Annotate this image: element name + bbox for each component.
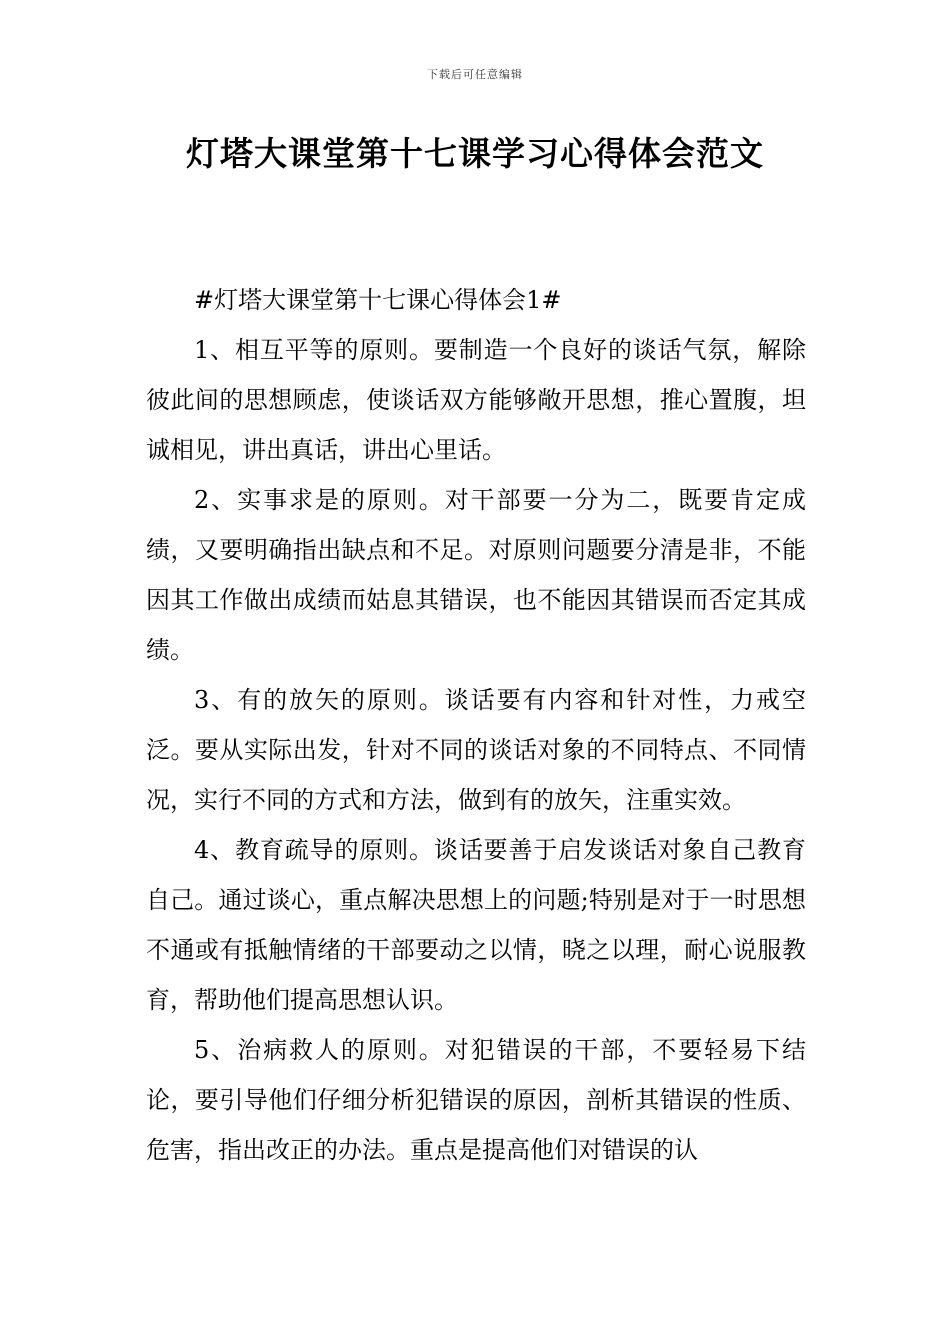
document-title: 灯塔大课堂第十七课学习心得体会范文: [186, 134, 764, 173]
paragraph: 4、教育疏导的原则。谈话要善于启发谈话对象自己教育自己。通过谈心，重点解决思想上的问题;特别是对于一时思想不通或有抵触情绪的干部要动之以情，晓之以理，耐心说服教育，帮助他们提高思想认识。: [146, 836, 806, 1014]
paragraph: 2、实事求是的原则。对干部要一分为二，既要肯定成绩，又要明确指出缺点和不足。对原则问题要分清是非，不能因其工作做出成绩而姑息其错误，也不能因其错误而否定其成绩。: [146, 486, 806, 664]
paragraph: 5、治病救人的原则。对犯错误的干部，不要轻易下结论，要引导他们仔细分析犯错误的原因，剖析其错误的性质、危害，指出改正的办法。重点是提高他们对错误的认: [146, 1036, 806, 1164]
document-body: [146, 275, 806, 1175]
paragraph: 3、有的放矢的原则。谈话要有内容和针对性，力戒空泛。要从实际出发，针对不同的谈话对象的不同特点、不同情况，实行不同的方式和方法，做到有的放矢，注重实效。: [146, 686, 806, 814]
page-header-note: 下载后可任意编辑: [427, 68, 523, 81]
paragraph: 1、相互平等的原则。要制造一个良好的谈话气氛，解除彼此间的思想顾虑，使谈话双方能够敞开思想，推心置腹，坦诚相见，讲出真话，讲出心里话。: [146, 336, 806, 464]
section-heading: #灯塔大课堂第十七课心得体会1#: [194, 286, 562, 314]
